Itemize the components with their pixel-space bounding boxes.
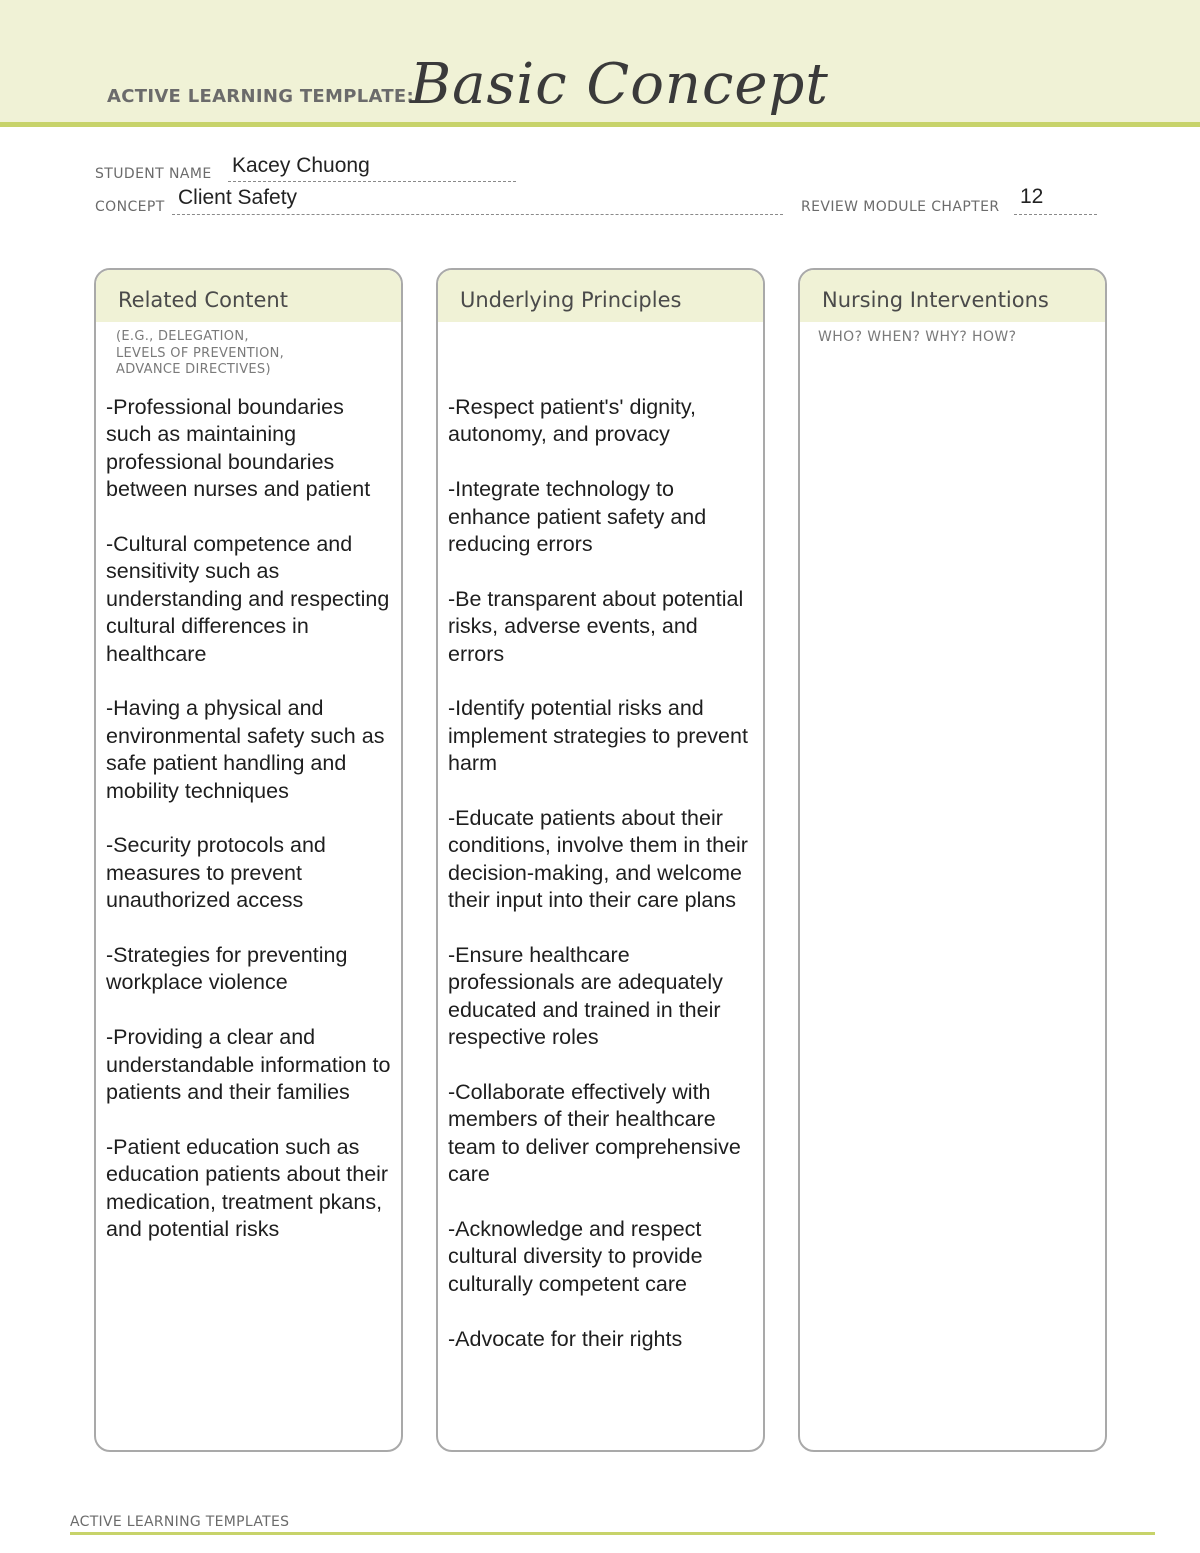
concept-line — [172, 214, 783, 215]
principles-entry: -Ensure healthcare professionals are adequately educated and trained in their respective roles — [448, 943, 723, 1050]
template-title: Basic Concept — [410, 52, 829, 117]
principles-entry: -Educate patients about their conditions, involve them in their decision-making, and welcome their input into their care plans — [448, 806, 748, 913]
footer-label: ACTIVE LEARNING TEMPLATES — [70, 1514, 290, 1530]
principles-entry: -Advocate for their rights — [448, 1326, 683, 1351]
related-content-panel — [94, 268, 403, 1452]
footer-divider — [70, 1532, 1155, 1535]
nursing-interventions-panel — [798, 268, 1107, 1452]
review-chapter-line — [1014, 214, 1097, 215]
related-entry: -Cultural competence and sensitivity such as understanding and respecting cultural differences in healthcare — [106, 532, 390, 666]
related-entry: -Professional boundaries such as maintaining professional boundaries between nurses and patient — [106, 395, 371, 502]
principles-entry: -Identify potential risks and implement strategies to prevent harm — [448, 696, 748, 776]
header-divider — [0, 122, 1200, 127]
nursing-interventions-body[interactable] — [810, 380, 1095, 1440]
principles-entry: -Integrate technology to enhance patient safety and reducing errors — [448, 477, 707, 557]
underlying-principles-list[interactable] — [448, 394, 756, 1380]
related-entry: -Security protocols and measures to prevent unauthorized access — [106, 833, 326, 913]
review-chapter-label: REVIEW MODULE CHAPTER — [801, 199, 1000, 215]
related-content-hint: (E.G., DELEGATION, LEVELS OF PREVENTION, ADVANCE DIRECTIVES) — [116, 329, 285, 377]
related-entry: -Having a physical and environmental safety such as safe patient handling and mobility techniques — [106, 696, 385, 803]
underlying-principles-title: Underlying Principles — [460, 288, 682, 312]
student-name-line — [228, 181, 516, 182]
concept-label: CONCEPT — [95, 199, 165, 215]
principles-entry: -Respect patient's' dignity, autonomy, and provacy — [448, 395, 697, 447]
concept-value[interactable]: Client Safety — [178, 186, 298, 209]
related-content-title: Related Content — [118, 288, 288, 312]
student-name-value[interactable]: Kacey Chuong — [232, 154, 370, 177]
principles-entry: -Acknowledge and respect cultural diversity to provide culturally competent care — [448, 1217, 703, 1296]
related-entry: -Providing a clear and understandable information to patients and their families — [106, 1025, 391, 1105]
nursing-interventions-title: Nursing Interventions — [822, 288, 1049, 312]
related-content-list[interactable] — [106, 394, 391, 1271]
review-chapter-value[interactable]: 12 — [1020, 185, 1044, 208]
principles-entry: -Be transparent about potential risks, adverse events, and errors — [448, 586, 744, 666]
template-label: ACTIVE LEARNING TEMPLATE: — [107, 86, 414, 107]
principles-entry: -Collaborate effectively with members of their healthcare team to deliver comprehensive care — [448, 1080, 741, 1187]
related-entry: -Strategies for preventing workplace violence — [106, 943, 348, 995]
student-name-label: STUDENT NAME — [95, 166, 212, 182]
underlying-principles-panel — [436, 268, 765, 1452]
nursing-interventions-hint: WHO? WHEN? WHY? HOW? — [818, 329, 1017, 345]
related-entry: -Patient education such as education patients about their medication, treatment pkans, and potential risks — [106, 1134, 389, 1242]
